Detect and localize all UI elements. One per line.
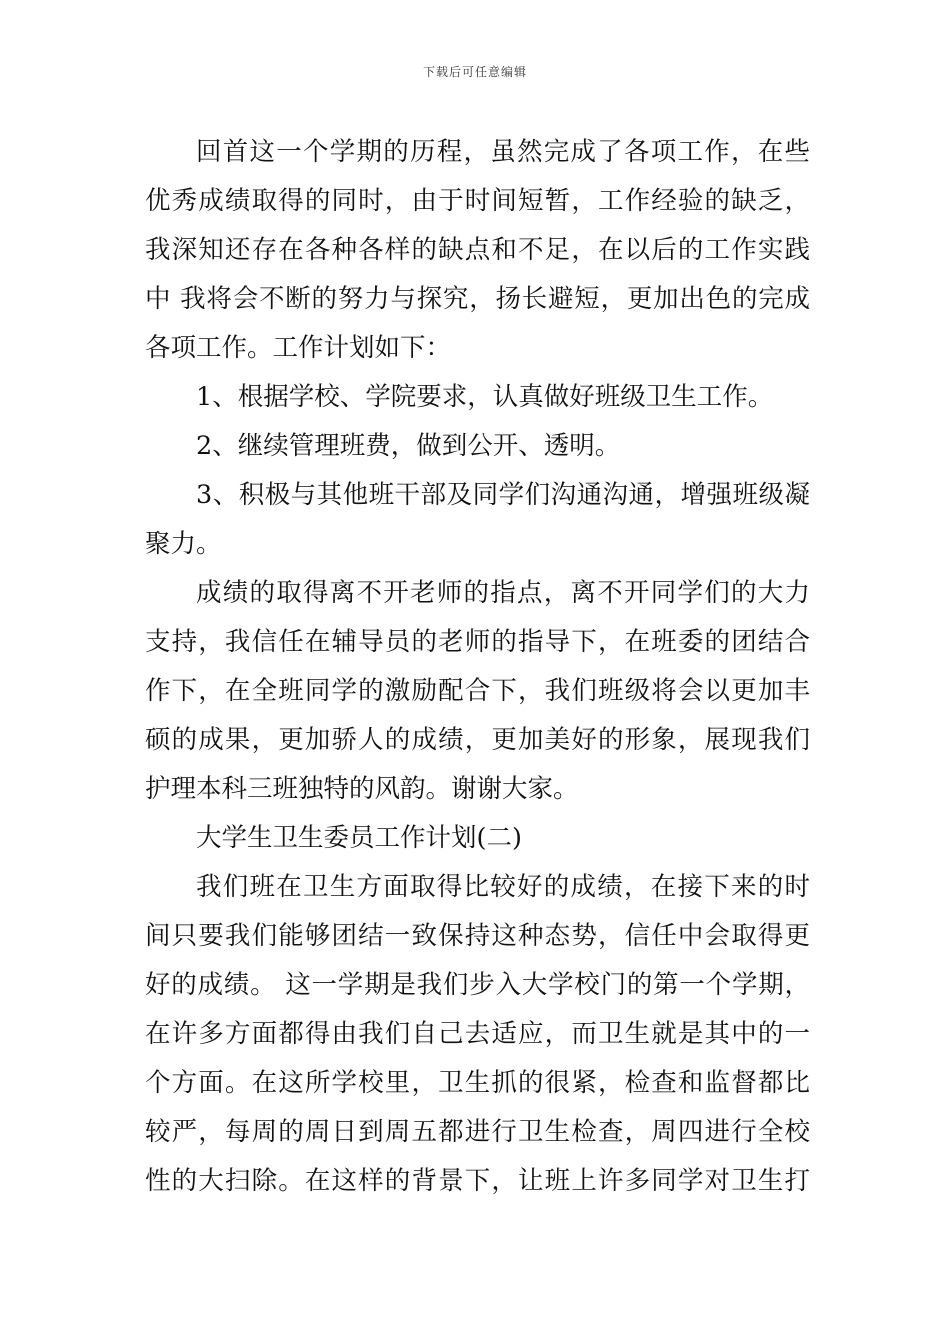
page-header: 下载后可任意编辑 [422,65,527,79]
document-body [145,128,810,1206]
text-line: 个方面。在这所学校里，卫生抓的很紧，检查和监督都比 [145,1068,810,1098]
text-line: 我深知还存在各种各样的缺点和不足，在以后的工作实践 [145,235,810,265]
text-line: 优秀成绩取得的同时，由于时间短暂，工作经验的缺乏， [145,186,810,216]
section-title: 大学生卫生委员工作计划(二) [196,823,522,853]
text-line: 回首这一个学期的历程，虽然完成了各项工作，在些 [196,137,810,167]
text-line: 性的大扫除。在这样的背景下，让班上许多同学对卫生打 [145,1166,810,1196]
text-line: 护理本科三班独特的风韵。谢谢大家。 [145,774,579,804]
text-line: 聚力。 [145,529,222,559]
text-line: 成绩的取得离不开老师的指点，离不开同学们的大力 [196,578,810,608]
list-item: 2、继续管理班费，做到公开、透明。 [196,431,621,461]
text-line: 作下，在全班同学的激励配合下，我们班级将会以更加丰 [145,676,810,706]
text-line: 好的成绩。 这一学期是我们步入大学校门的第一个学期， [145,970,810,1000]
text-line: 我们班在卫生方面取得比较好的成绩，在接下来的时 [196,872,810,902]
text-line: 硕的成果，更加骄人的成绩，更加美好的形象，展现我们 [145,725,810,755]
text-line: 各项工作。工作计划如下： [145,333,452,363]
list-item: 3、积极与其他班干部及同学们沟通沟通，增强班级凝 [196,480,810,510]
text-line: 在许多方面都得由我们自己去适应，而卫生就是其中的一 [145,1019,810,1049]
list-item: 1、根据学校、学院要求，认真做好班级卫生工作。 [196,382,774,412]
text-line: 中 我将会不断的努力与探究，扬长避短，更加出色的完成 [145,284,810,314]
text-line: 间只要我们能够团结一致保持这种态势，信任中会取得更 [145,921,810,951]
text-line: 较严，每周的周日到周五都进行卫生检查，周四进行全校 [145,1117,810,1147]
text-line: 支持，我信任在辅导员的老师的指导下，在班委的团结合 [145,627,810,657]
